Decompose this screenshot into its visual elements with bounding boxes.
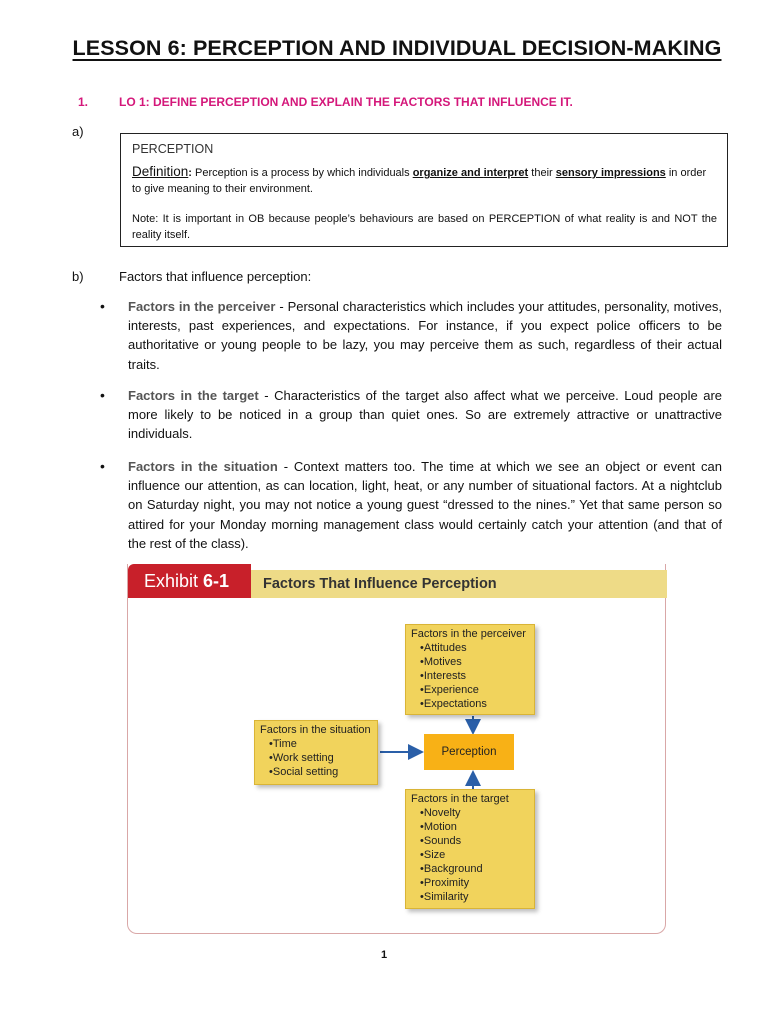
factors-heading: Factors that influence perception: (119, 269, 312, 284)
bullet-icon: • (100, 387, 105, 403)
label-b: b) (72, 269, 84, 284)
exhibit-figure (127, 564, 666, 934)
definition-box (120, 133, 728, 247)
exhibit-title: Factors That Influence Perception (251, 570, 667, 598)
lesson-title: LESSON 6: PERCEPTION AND INDIVIDUAL DECISION-MAKING (72, 36, 722, 60)
perceiver-title: Factors in the perceiver (411, 628, 526, 640)
perceiver-item: • Experience (420, 683, 529, 697)
target-item: • Proximity (420, 876, 529, 890)
perceiver-item: • Expectations (420, 697, 529, 711)
target-item: • Size (420, 848, 529, 862)
situation-item: • Social setting (269, 765, 372, 779)
target-item: • Novelty (420, 806, 529, 820)
perceiver-item: • Attitudes (420, 641, 529, 655)
definition-note: Note: It is important in OB because people’s behaviours are based on PERCEPTION of what reality is and NOT the reality itself. (132, 213, 717, 241)
target-item: • Sounds (420, 834, 529, 848)
lo-heading: LO 1: DEFINE PERCEPTION AND EXPLAIN THE FACTORS THAT INFLUENCE IT. (119, 95, 573, 109)
target-item: • Motion (420, 820, 529, 834)
target-item: • Similarity (420, 890, 529, 904)
label-a: a) (72, 124, 84, 139)
situation-box (254, 720, 378, 785)
exhibit-tab: Exhibit 6-1 (128, 564, 251, 598)
bullet-icon: • (100, 298, 105, 314)
bullet-icon: • (100, 458, 105, 474)
situation-title: Factors in the situation (260, 724, 371, 736)
perceiver-box (405, 624, 535, 715)
definition-label: Definition (132, 164, 189, 179)
definition-box-heading: PERCEPTION (132, 142, 214, 156)
situation-item: • Time (269, 737, 372, 751)
lo-number: 1. (78, 95, 89, 109)
perception-box: Perception (424, 734, 514, 770)
bullet-target: Factors in the target - Characteristics of the target also affect what we perceive. Loud people are more likely to be noticed in a group than quiet ones. So are extremely attractive or unattractive individuals. (128, 388, 723, 442)
perceiver-item: • Motives (420, 655, 529, 669)
target-item: • Background (420, 862, 529, 876)
page-number: 1 (380, 949, 388, 961)
target-box (405, 789, 535, 909)
bullet-situation: Factors in the situation - Context matters too. The time at which we see an object or event can influence our attention, as can location, light, heat, or any number of situational factors. At a nightclub on Saturday night, you may not notice a young guest “dressed to the nines.” Yet that same person so attired for your Monday morning management class would certainly catch your attention (and that of the rest of the class). (128, 459, 722, 551)
situation-item: • Work setting (269, 751, 372, 765)
definition-text: Definition: Perception is a process by which individuals organize and interpret their sensory impressions in order to give meaning to their environment. (132, 164, 707, 195)
bullet-perceiver: Factors in the perceiver - Personal characteristics which includes your attitudes, personality, motives, interests, past experiences, and expectations. For instance, if you expect police officers to be authoritative or young people to be lazy, you may perceive them as such, regardless of their actual traits. (128, 299, 723, 372)
perceiver-item: • Interests (420, 669, 529, 683)
diagram-arrows (128, 564, 667, 934)
target-title: Factors in the target (411, 793, 509, 805)
